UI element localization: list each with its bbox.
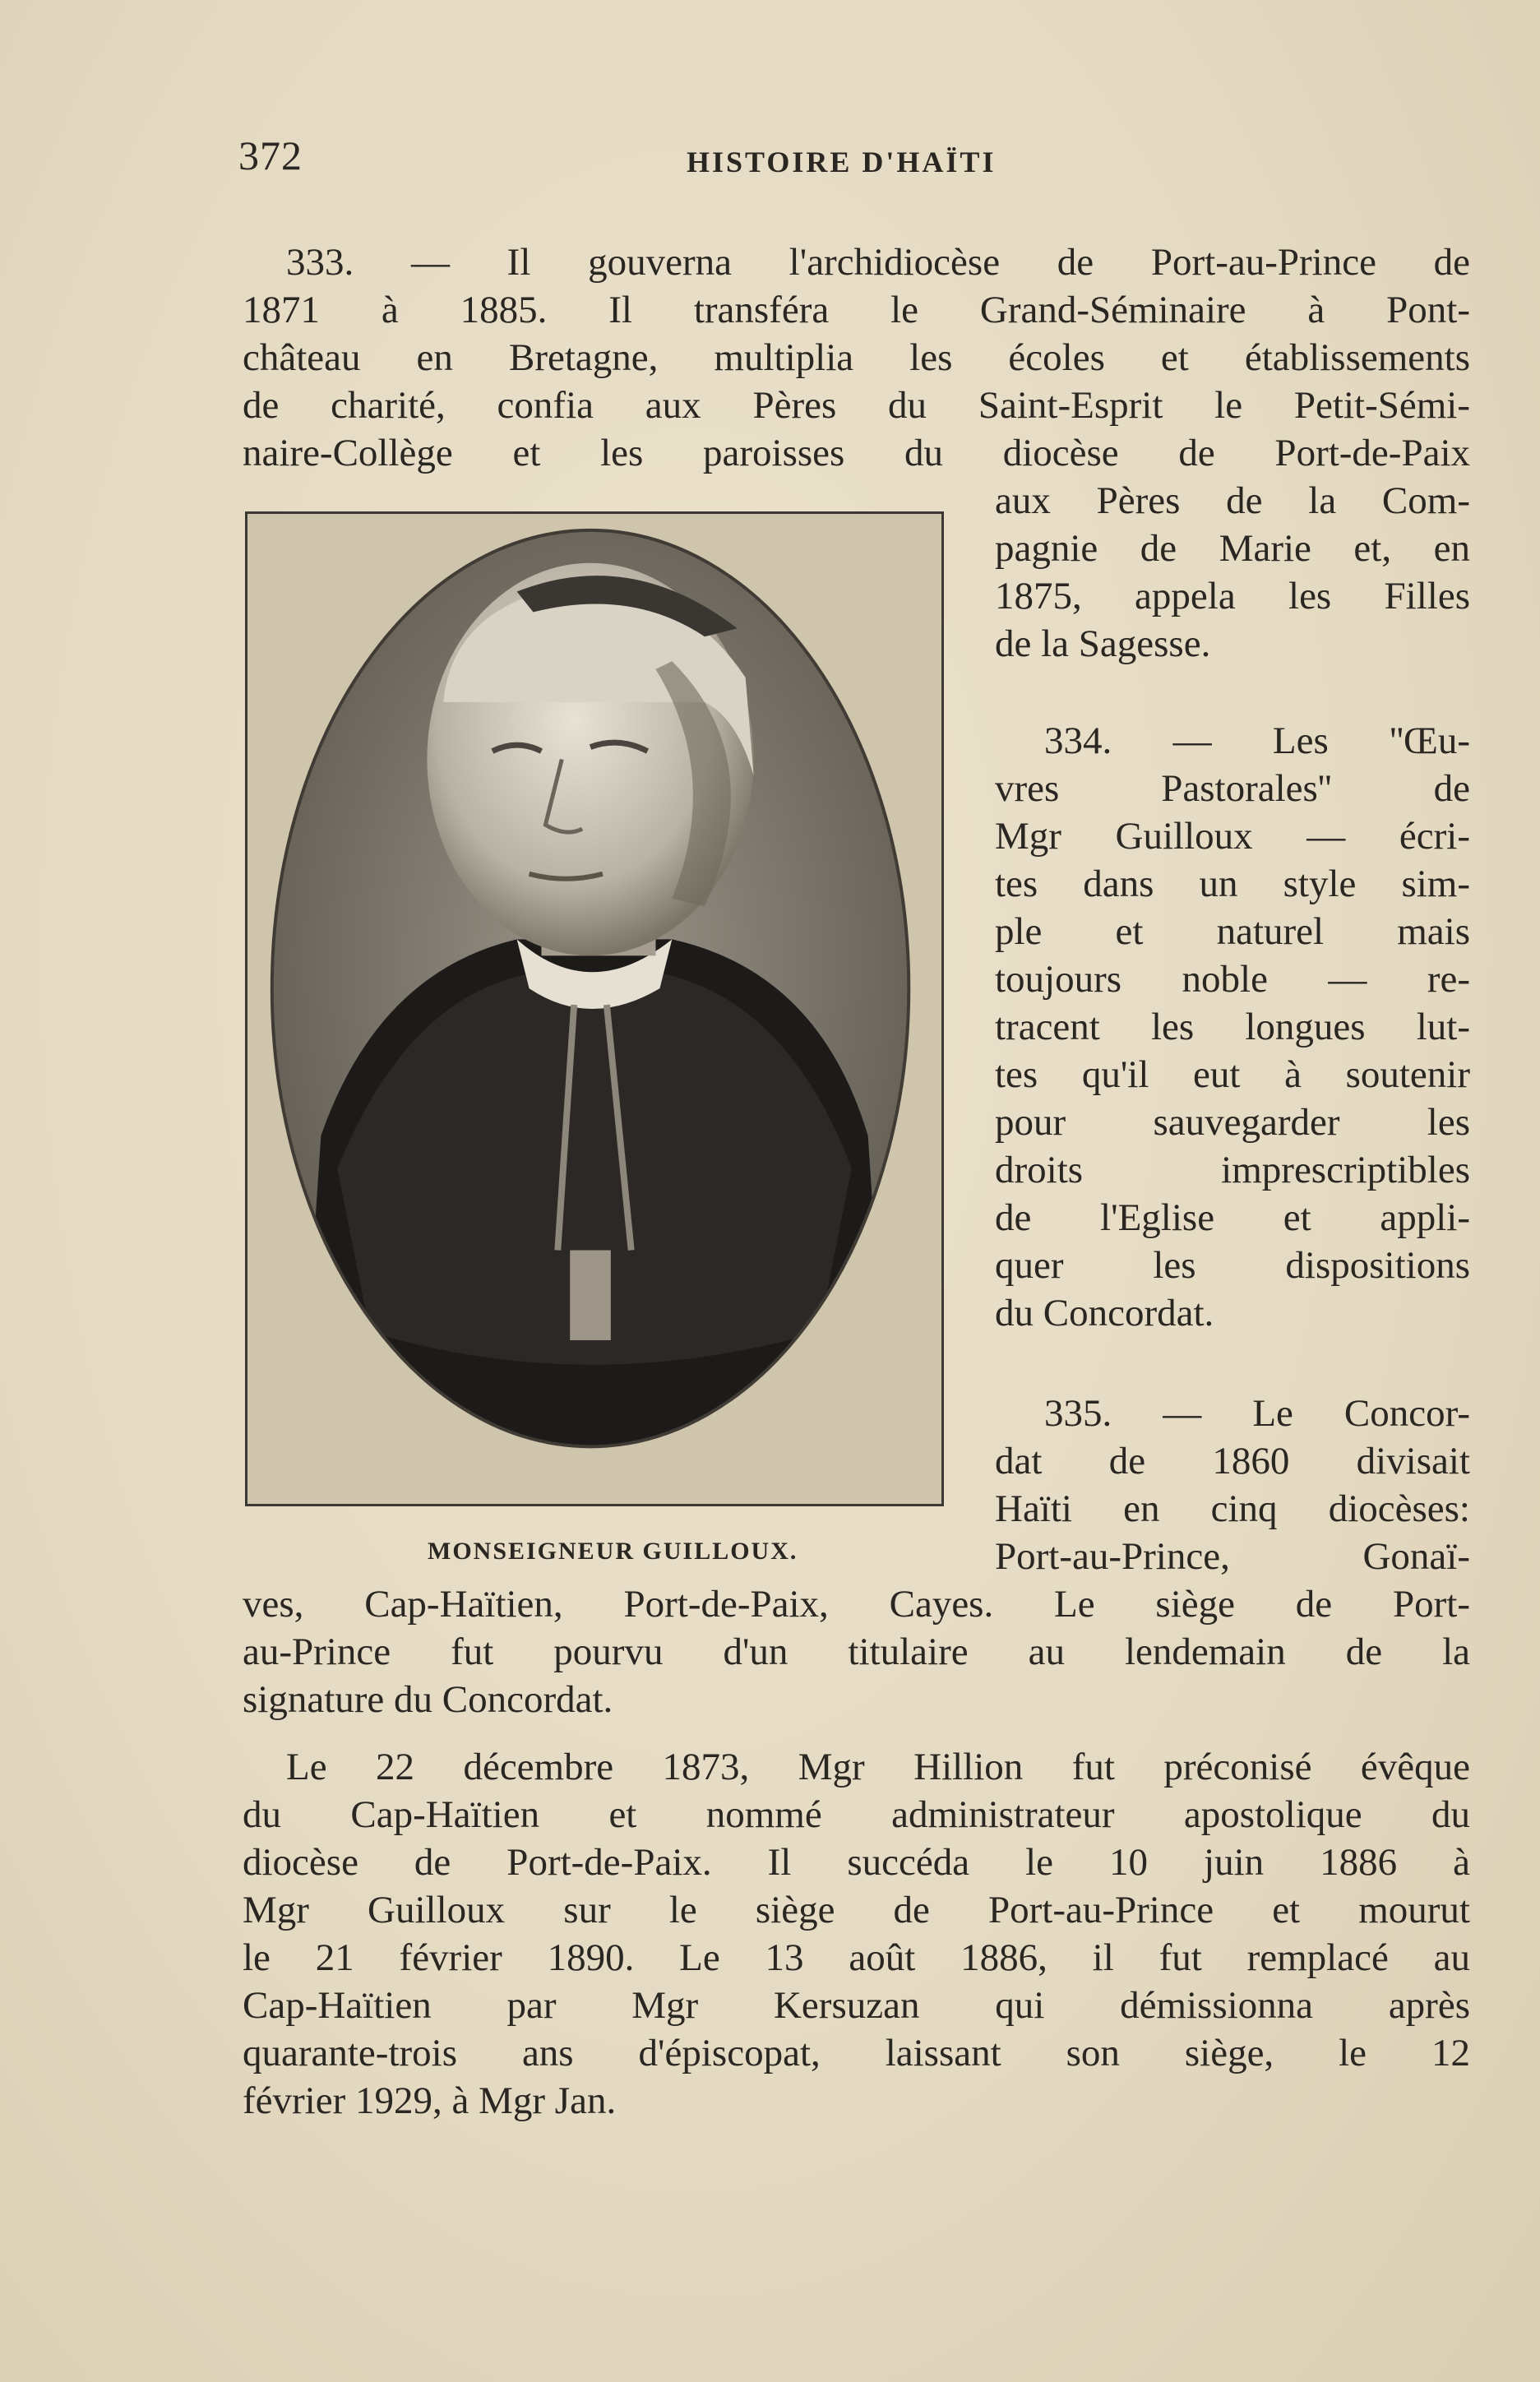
text-line: 1871 à 1885. Il transféra le Grand-Séminaire à Pont- (243, 289, 1470, 331)
portrait-illustration (247, 514, 941, 1504)
text-line: Mgr Guilloux sur le siège de Port-au-Prince et mourut (243, 1889, 1470, 1931)
text-line: 334. — Les ''Œu- (1044, 719, 1470, 762)
text-line: Le 22 décembre 1873, Mgr Hillion fut préconisé évêque (286, 1746, 1470, 1788)
text-line: pagnie de Marie et, en (995, 527, 1470, 570)
text-line: vres Pastorales'' de (995, 767, 1470, 810)
text-line: Mgr Guilloux — écri- (995, 815, 1470, 858)
text-line: quer les dispositions (995, 1244, 1470, 1287)
text-line: février 1929, à Mgr Jan. (243, 2079, 617, 2122)
page-number: 372 (238, 132, 303, 178)
text-line: tes qu'il eut à soutenir (995, 1053, 1470, 1096)
text-line: toujours noble — re- (995, 958, 1470, 1001)
text-line: de charité, confia aux Pères du Saint-Esprit le Petit-Sémi- (243, 384, 1470, 427)
text-line: au-Prince fut pourvu d'un titulaire au lendemain de la (243, 1630, 1470, 1673)
text-line: naire-Collège et les paroisses du diocèse de Port-de-Paix (243, 432, 1470, 474)
portrait-image (245, 511, 944, 1506)
text-line: le 21 février 1890. Le 13 août 1886, il fut remplacé au (243, 1936, 1470, 1979)
text-line: dat de 1860 divisait (995, 1440, 1470, 1482)
text-line: 335. — Le Concor- (1044, 1392, 1470, 1435)
text-line: 1875, appela les Filles (995, 575, 1470, 617)
text-line: de la Sagesse. (995, 622, 1211, 665)
text-line: quarante-trois ans d'épiscopat, laissant son siège, le 12 (243, 2032, 1470, 2074)
text-line: du Cap-Haïtien et nommé administrateur apostolique du (243, 1793, 1470, 1836)
text-line: ple et naturel mais (995, 910, 1470, 953)
text-line: du Concordat. (995, 1292, 1214, 1334)
text-line: Cap-Haïtien par Mgr Kersuzan qui démissionna après (243, 1984, 1470, 2027)
text-line: de l'Eglise et appli- (995, 1196, 1470, 1239)
text-line: tes dans un style sim- (995, 863, 1470, 905)
text-line: pour sauvegarder les (995, 1101, 1470, 1144)
portrait-caption: MONSEIGNEUR GUILLOUX. (428, 1538, 798, 1565)
text-line: diocèse de Port-de-Paix. Il succéda le 10 juin 1886 à (243, 1841, 1470, 1884)
running-head: HISTOIRE D'HAÏTI (687, 146, 997, 178)
text-line: château en Bretagne, multiplia les écoles et établissements (243, 336, 1470, 379)
text-line: ves, Cap-Haïtien, Port-de-Paix, Cayes. Le siège de Port- (243, 1583, 1470, 1626)
text-line: Haïti en cinq diocèses: (995, 1487, 1470, 1530)
text-line: droits imprescriptibles (995, 1149, 1470, 1191)
text-line: Port-au-Prince, Gonaï- (995, 1535, 1470, 1578)
text-line: aux Pères de la Com- (995, 479, 1470, 522)
text-line: 333. — Il gouverna l'archidiocèse de Port-au-Prince de (286, 241, 1470, 284)
text-line: signature du Concordat. (243, 1678, 613, 1721)
text-line: tracent les longues lut- (995, 1006, 1470, 1048)
